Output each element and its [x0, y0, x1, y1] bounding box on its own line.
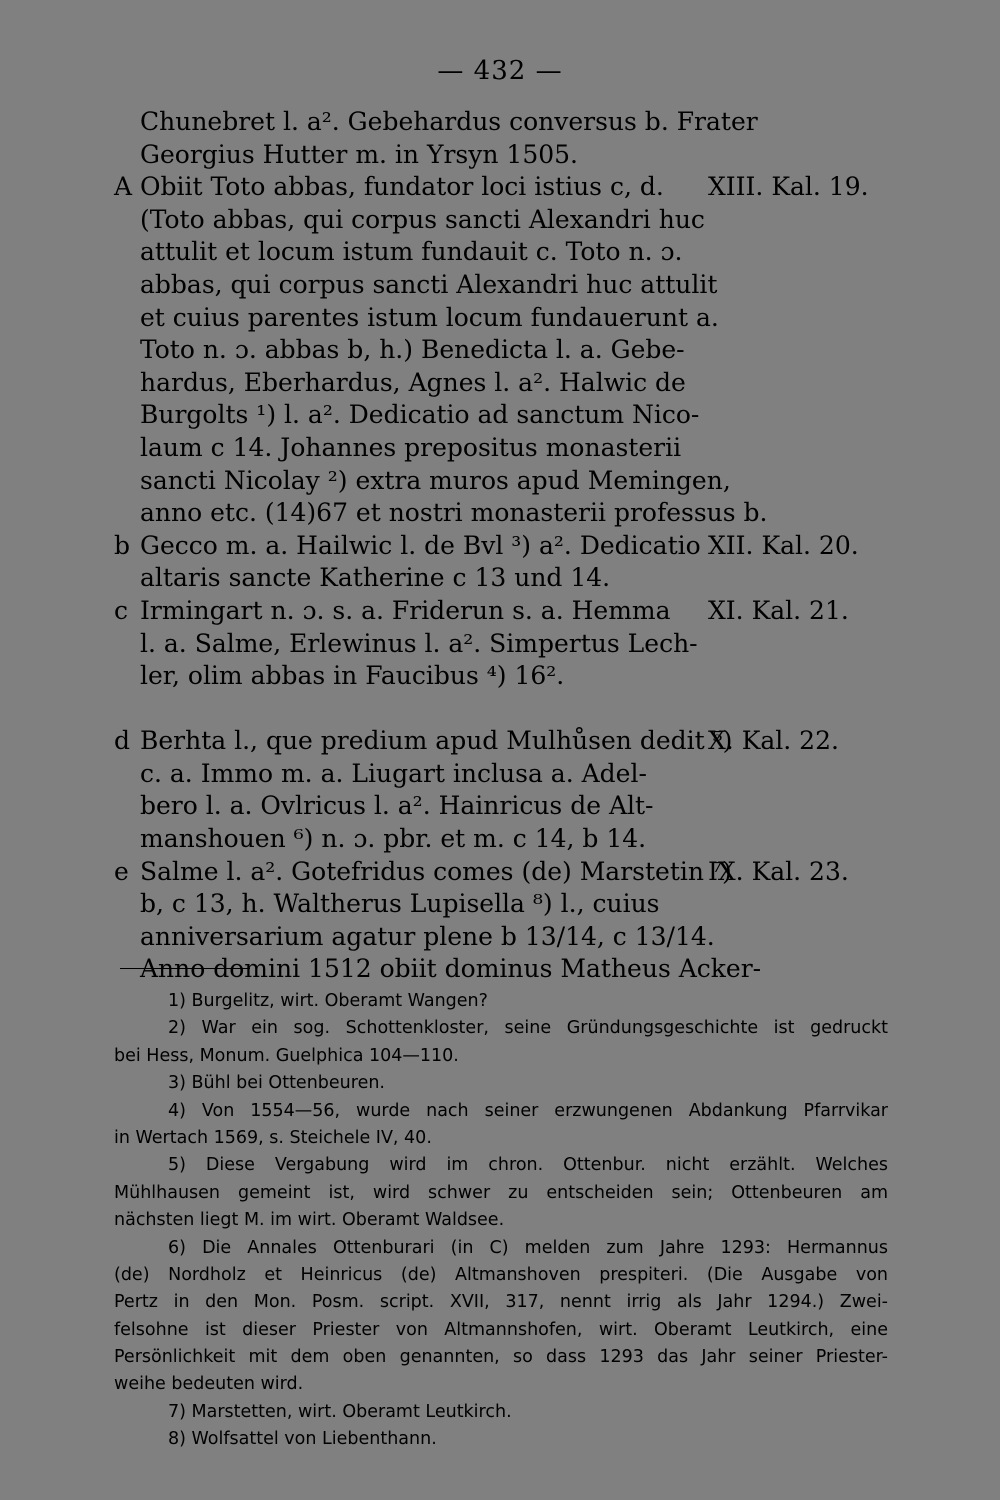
footnote — [0, 1152, 1000, 1234]
entry-text: Obiit Toto abbas, fundator loci istius c, d. — [140, 172, 664, 202]
footnote-line — [0, 1098, 1000, 1125]
footnote-text: 3) Bühl bei Ottenbeuren. — [168, 1073, 385, 1094]
footnote-line — [0, 1426, 1000, 1453]
calendar-entry — [0, 856, 1000, 986]
entry-line — [0, 562, 1000, 595]
footnote-line — [0, 1015, 1000, 1042]
footnote-text: 6) Die Annales Ottenburari (in C) melden zum Jahre 1293: Hermannus — [168, 1237, 888, 1258]
kalends-date: IX. Kal. 23. — [708, 856, 849, 886]
entry-text: (Toto abbas, qui corpus sancti Alexandri huc — [140, 204, 705, 234]
footnote-text: weihe bedeuten wird. — [114, 1374, 304, 1395]
entry-line — [0, 693, 1000, 726]
entry-text: l. a. Salme, Erlewinus l. a². Simpertus Lech- — [140, 628, 698, 658]
entry-line — [0, 856, 1000, 889]
footnote-text: in Wertach 1569, s. Steichele IV, 40. — [114, 1127, 432, 1148]
entry-line — [0, 302, 1000, 335]
entry-text: Georgius Hutter m. in Yrsyn 1505. — [140, 139, 579, 169]
footnote — [0, 1399, 1000, 1426]
footnote-text: 8) Wolfsattel von Liebenthann. — [168, 1429, 437, 1450]
entry-text: laum c 14. Johannes prepositus monasterii — [140, 432, 682, 462]
footnote-line — [0, 1125, 1000, 1152]
day-letter: b — [114, 530, 131, 560]
entry-line — [0, 171, 1000, 204]
entry-line — [0, 236, 1000, 269]
entry-line — [0, 628, 1000, 661]
entry-text: sancti Nicolay ²) extra muros apud Memingen, — [140, 465, 731, 495]
calendar-entry — [0, 106, 1000, 171]
calendar-entry — [0, 530, 1000, 595]
entry-line — [0, 432, 1000, 465]
entry-text: Toto n. ɔ. abbas b, h.) Benedicta l. a. Gebe- — [140, 335, 685, 365]
entry-line — [0, 367, 1000, 400]
entry-line — [0, 595, 1000, 628]
footnote-text: Mühlhausen gemeint ist, wird schwer zu entscheiden sein; Ottenbeuren am — [114, 1182, 888, 1203]
entry-text: Anno domini 1512 obiit dominus Matheus Acker- — [140, 954, 762, 984]
footnote-line — [0, 1235, 1000, 1262]
footnote-divider — [120, 968, 250, 969]
footnote-text: 4) Von 1554—56, wurde nach seiner erzwungenen Abdankung Pfarrvikar — [168, 1100, 888, 1121]
footnote-text: Pertz in den Mon. Posm. script. XVII, 317, nennt irrig als Jahr 1294.) Zwei- — [114, 1292, 888, 1313]
entry-line — [0, 660, 1000, 693]
entry-text: b, c 13, h. Waltherus Lupisella ⁸) l., cuius — [140, 889, 660, 919]
day-letter: e — [114, 856, 129, 886]
entry-line — [0, 399, 1000, 432]
entry-line — [0, 758, 1000, 791]
footnote-line — [0, 1207, 1000, 1234]
kalends-date: XIII. Kal. 19. — [708, 172, 869, 202]
entry-text: abbas, qui corpus sancti Alexandri huc attulit — [140, 269, 718, 299]
entry-line — [0, 106, 1000, 139]
footnote-line — [0, 1043, 1000, 1070]
calendar-entries — [0, 106, 1000, 986]
footnote — [0, 1098, 1000, 1153]
footnote — [0, 1070, 1000, 1097]
entry-line — [0, 204, 1000, 237]
footnote-line — [0, 1371, 1000, 1398]
entry-line — [0, 888, 1000, 921]
entry-text: ler, olim abbas in Faucibus ⁴) 16². — [140, 661, 565, 691]
entry-line — [0, 790, 1000, 823]
footnote-text: bei Hess, Monum. Guelphica 104—110. — [114, 1045, 459, 1066]
entry-text: Berhta l., que predium apud Mulhůsen dedit ⁵) — [140, 726, 733, 756]
day-letter: d — [114, 726, 131, 756]
footnote-line — [0, 1262, 1000, 1289]
kalends-date: X. Kal. 22. — [708, 726, 839, 756]
footnote — [0, 988, 1000, 1015]
entry-line — [0, 139, 1000, 172]
footnote-text: 7) Marstetten, wirt. Oberamt Leutkirch. — [168, 1401, 512, 1422]
kalends-date: XI. Kal. 21. — [708, 595, 849, 625]
footnote-line — [0, 1180, 1000, 1207]
entry-text: Irmingart n. ɔ. s. a. Friderun s. a. Hemma — [140, 595, 671, 625]
entry-line — [0, 334, 1000, 367]
calendar-entry — [0, 171, 1000, 530]
entry-text: manshouen ⁶) n. ɔ. pbr. et m. c 14, b 14. — [140, 824, 647, 854]
entry-line — [0, 725, 1000, 758]
day-letter: c — [114, 595, 129, 625]
entry-text: et cuius parentes istum locum fundauerunt a. — [140, 302, 719, 332]
footnote — [0, 1426, 1000, 1453]
entry-text: Chunebret l. a². Gebehardus conversus b. Frater — [140, 107, 758, 136]
footnote-text: felsohne ist dieser Priester von Altmannshofen, wirt. Oberamt Leutkirch, eine — [114, 1319, 888, 1340]
footnote-text: 5) Diese Vergabung wird im chron. Ottenbur. nicht erzählt. Welches — [168, 1155, 888, 1176]
footnote-text: Persönlichkeit mit dem oben genannten, so dass 1293 das Jahr seiner Priester- — [114, 1347, 888, 1368]
calendar-entry — [0, 595, 1000, 725]
calendar-entry — [0, 725, 1000, 855]
footnote-line — [0, 988, 1000, 1015]
entry-text: Salme l. a². Gotefridus comes (de) Marstetin ⁷) — [140, 856, 732, 886]
footnote-line — [0, 1152, 1000, 1179]
entry-text: c. a. Immo m. a. Liugart inclusa a. Adel- — [140, 758, 647, 788]
footnote-line — [0, 1289, 1000, 1316]
entry-text: Burgolts ¹) l. a². Dedicatio ad sanctum Nico- — [140, 400, 700, 430]
footnotes — [0, 988, 1000, 1454]
footnote-line — [0, 1070, 1000, 1097]
footnote-text: 2) War ein sog. Schottenkloster, seine Gründungsgeschichte ist gedruckt — [168, 1018, 888, 1039]
footnote — [0, 1015, 1000, 1070]
entry-text: anno etc. (14)67 et nostri monasterii professus b. — [140, 498, 768, 528]
entry-line — [0, 823, 1000, 856]
footnote-text: (de) Nordholz et Heinricus (de) Altmanshoven prespiteri. (Die Ausgabe von — [114, 1264, 888, 1285]
footnote-text: nächsten liegt M. im wirt. Oberamt Waldsee. — [114, 1210, 505, 1231]
entry-line — [0, 530, 1000, 563]
entry-text: anniversarium agatur plene b 13/14, c 13/14. — [140, 921, 715, 951]
footnote-line — [0, 1344, 1000, 1371]
footnote-text: 1) Burgelitz, wirt. Oberamt Wangen? — [168, 991, 488, 1011]
entry-line — [0, 465, 1000, 498]
entry-line — [0, 269, 1000, 302]
entry-line — [0, 953, 1000, 986]
entry-text: Gecco m. a. Hailwic l. de Bvl ³) a². Dedicatio — [140, 530, 701, 560]
footnote-line — [0, 1317, 1000, 1344]
day-letter: A — [114, 172, 133, 202]
footnote — [0, 1235, 1000, 1399]
kalends-date: XII. Kal. 20. — [708, 530, 859, 560]
page-number: — 432 — — [437, 56, 563, 86]
entry-text: bero l. a. Ovlricus l. a². Hainricus de Alt- — [140, 791, 654, 821]
footnote-line — [0, 1399, 1000, 1426]
entry-text: hardus, Eberhardus, Agnes l. a². Halwic de — [140, 367, 686, 397]
entry-text: altaris sancte Katherine c 13 und 14. — [140, 563, 611, 593]
entry-line — [0, 921, 1000, 954]
entry-line — [0, 497, 1000, 530]
entry-text: attulit et locum istum fundauit c. Toto n. ɔ. — [140, 237, 683, 267]
